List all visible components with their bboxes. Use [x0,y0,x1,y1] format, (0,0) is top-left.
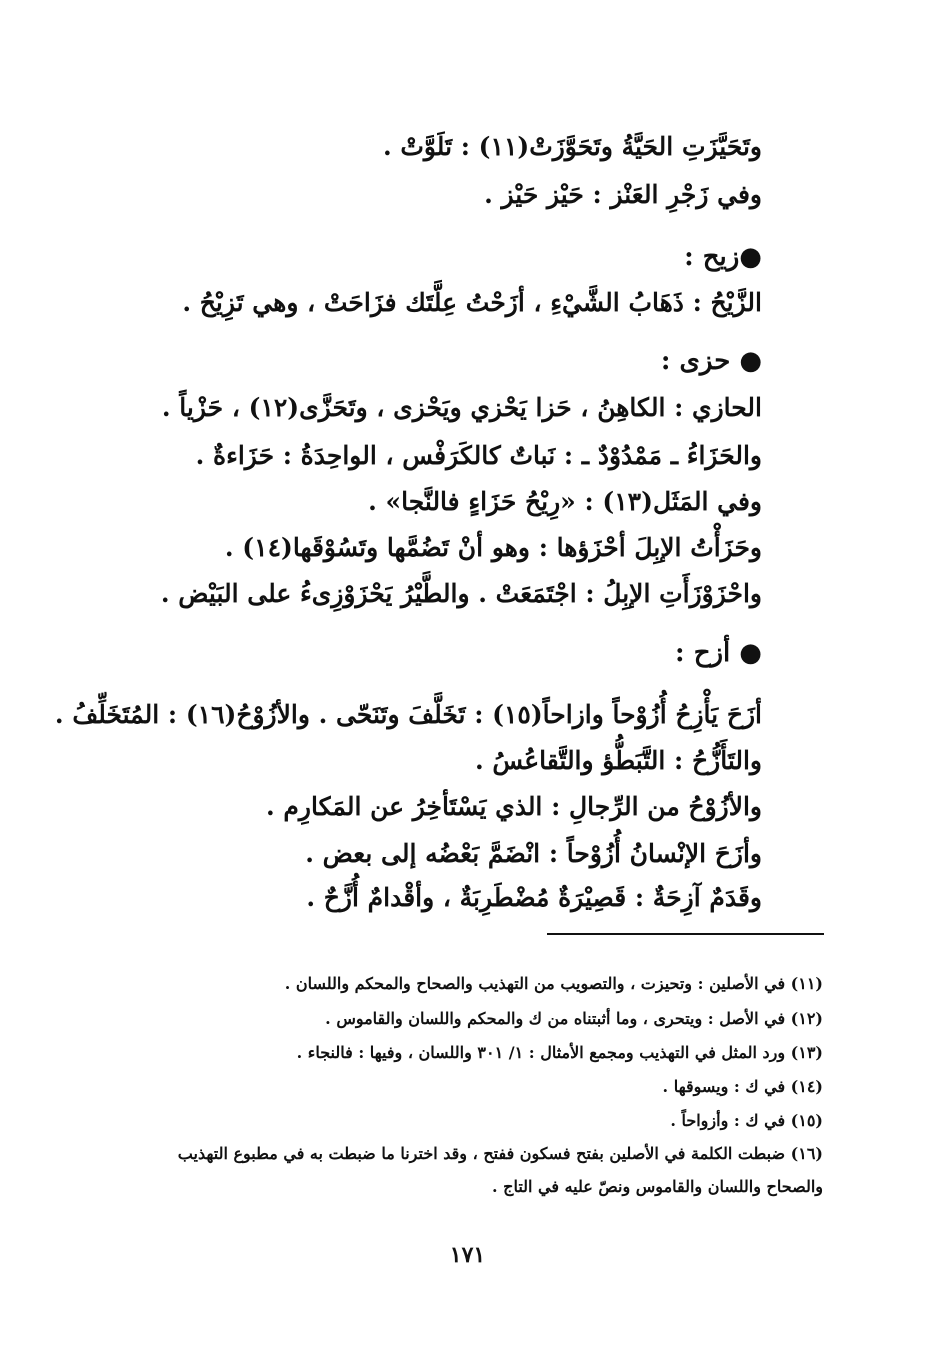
entry-heading: ● حزى : [660,346,762,376]
page-number: ١٧١ [449,1242,486,1268]
body-line: الزَّيْحُ : ذَهَابُ الشَّيْءِ ، أزَحْتُ عِلَّتَك فزَاحَتْ ، وهي تَزِيْحُ . [182,288,762,317]
body-line: والأزُوْحُ من الرِّجالِ : الذي يَسْتَأخِرُ عن المَكارِم . [266,792,762,821]
footnote: (١٤) في ك : ويسوقها . [662,1077,823,1096]
footnote: والصحاح واللسان والقاموس ونصّ عليه في التاج . [491,1177,823,1196]
body-line: وحَزَأْتُ الإبِلَ أحْزَؤها : وهو أنْ تَضُمَّها وتَسُوْقَها(١٤) . [224,533,762,562]
body-line: والحَزَاءُ ـ مَمْدُوْدٌ ـ : نَباتٌ كالكَرَفْس ، الواحِدَةُ : حَزَاءةٌ . [195,441,762,470]
body-line: وتَحَيَّزَتِ الحَيَّةُ وتَحَوَّزَتْ(١١) : تَلَوَّتْ . [382,132,762,161]
entry-heading: ●زيح : [684,242,762,272]
body-line: الحازي : الكاهِنُ ، حَزا يَحْزي ويَحْزى ، وتَحَزَّى(١٢) ، حَزْياً . [161,393,762,422]
body-line: واحْزَوْزَأَتِ الإبِلُ : اجْتَمَعَتْ . والطَّيْرُ يَحْزَوْزِىءُ على البَيْض . [160,579,762,608]
footnote-separator [547,933,824,935]
footnote: (١٢) في الأصل : ويتحرى ، وما أثبتناه من ك والمحكم واللسان والقاموس . [325,1009,823,1028]
body-line: أزَحَ يَأْزِحُ أُزُوْحاً وازاحاً(١٥) : تَخَلَّفَ وتَنَحّى . والأزُوْحُ(١٦) : المُتَخَلِّفُ . [54,700,762,729]
body-line: وفي زَجْرِ العَنْز : حَيْز حَيْز . [484,180,762,209]
body-line: والتَأَزُّحُ : التَّبَطُّؤ والتَّقاعُسُ . [474,746,762,775]
body-line: وأزَحَ الإنْسانُ أُزُوْحاً : انْضَمَّ بَعْضُه إلى بعض . [305,839,762,868]
entry-heading: ● أزح : [675,638,762,668]
footnote: (١٦) ضبطت الكلمة في الأصلين بفتح فسكون ففتح ، وقد اخترنا ما ضبطت به في مطبوع التهذيب [177,1144,823,1163]
footnote: (١٥) في ك : وأزواحاً . [670,1111,823,1130]
footnote: (١١) في الأصلين : وتحيزت ، والتصويب من التهذيب والصحاح والمحكم واللسان . [284,974,823,993]
body-line: وقَدَمٌ آزِحَةٌ : قَصِيْرَةٌ مُضْطَرِبَةٌ ، وأقْدامٌ أُزَّحٌ . [306,883,762,912]
body-line: وفي المَثَل(١٣) : «رِيْحُ حَزَاءٍ فالنَّجا» . [368,487,762,516]
footnote: (١٣) ورد المثل في التهذيب ومجمع الأمثال : ١/ ٣٠١ واللسان ، وفيها : فالنجاء . [296,1043,823,1062]
